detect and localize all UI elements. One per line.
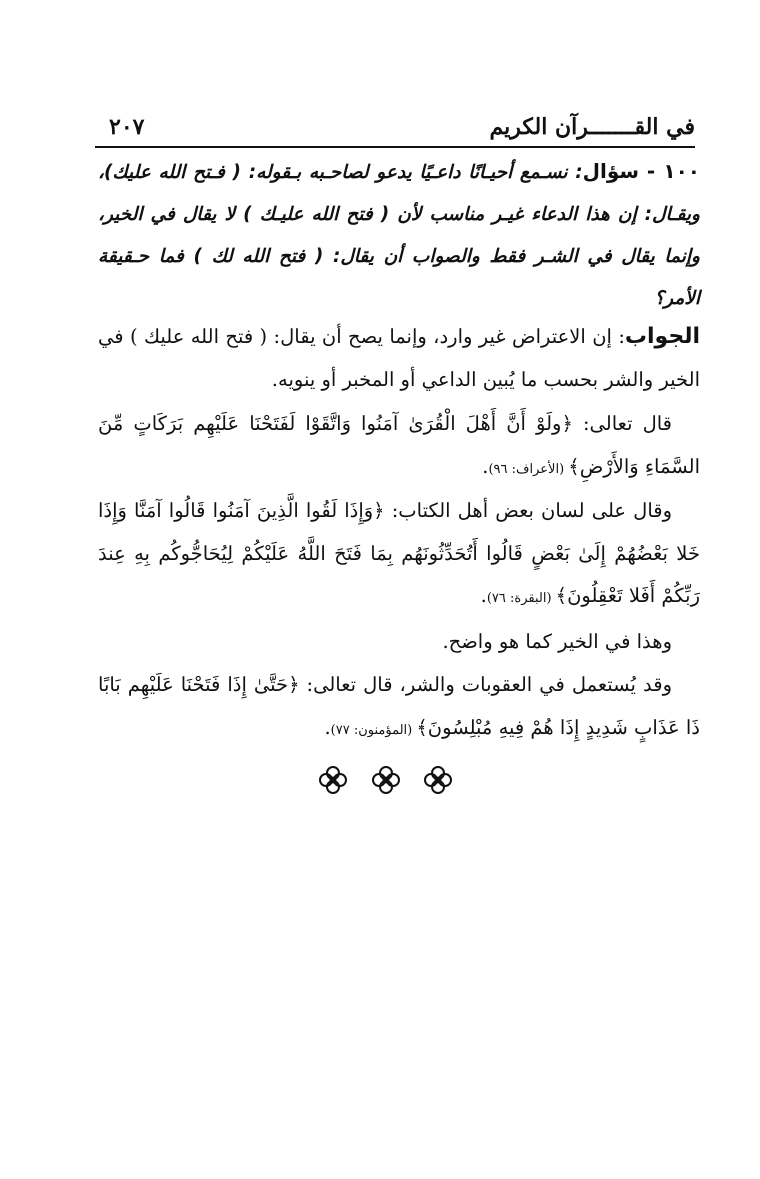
quran-verse: ﴿حَتَّىٰ إِذَا فَتَحْنَا عَلَيْهِم بَابًا ذَا عَذَابٍ شَدِيدٍ إِذَا هُمْ فِيهِ مُبْلِسُونَ﴾ (98, 673, 700, 739)
quran-citation-araf (98, 403, 700, 491)
flower-ornament-icon (423, 765, 453, 795)
quran-verse: ﴿ولَوْ أَنَّ أَهْلَ الْقُرَىٰ آمَنُوا وَاتَّقَوْا لَفَتَحْنَا عَلَيْهِم بَرَكَاتٍ مِّنَ السَّمَاءِ وَالأَرْضِ﴾ (98, 412, 700, 478)
verse-reference: (البقرة: ٧٦) (486, 591, 556, 606)
quran-citation-muminun (98, 664, 700, 752)
question-label: سؤال (582, 159, 640, 183)
quran-verse: ﴿وَإِذَا لَقُوا الَّذِينَ آمَنُوا قَالُوا آمَنَّا وَإِذَا خَلا بَعْضُهُمْ إِلَىٰ بَعْضٍ قَالُوا أَتُحَدِّثُونَهُم بِمَا فَتَحَ اللَّهُ عَلَيْكُمْ لِيُحَاجُّوكُم بِهِ عِندَ رَبِّكُمْ أَفَلا تَعْقِلُونَ﴾ (98, 499, 700, 607)
citation-intro: قال تعالى: (572, 412, 672, 435)
answer-label: الجواب (624, 324, 700, 349)
flower-ornament-icon (318, 765, 348, 795)
page-number: ٢٠٧ (109, 114, 145, 140)
verse-reference: (الأعراف: ٩٦) (488, 461, 569, 477)
question-number: ١٠٠ - (646, 159, 700, 183)
citation-intro: وقد يُستعمل في العقوبات والشر، قال تعالى: (299, 673, 672, 696)
citation-intro: وقال على لسان بعض أهل الكتاب: (384, 499, 672, 522)
answer-text: : إن الاعتراض غير وارد، وإنما يصح أن يقال: ( فتح الله عليك ) في الخير والشر بحسب ما يُبين الداعي أو المخبر أو ينويه. (98, 325, 700, 391)
question-text: : نسـمع أحيـانًا داعـيًا يدعو لصاحـبه بـقوله: ( فـتح الله عليك)، ويقـال: إن هذا الدعاء غيـر مناسب لأن ( فتح الله عليـك ) لا يقال في الخير، وإنما يقال في الشـر فقط والصواب أن يقال: ( فتح الله لك ) فما حـقيقة الأمر؟ (98, 162, 700, 309)
page-header (95, 108, 695, 144)
sentence-end: . (324, 715, 331, 739)
verse-reference: (المؤمنون: ٧٧) (330, 722, 417, 738)
sentence-end: . (482, 454, 489, 478)
answer-paragraph (98, 316, 700, 401)
section-end-ornaments (318, 762, 453, 798)
quran-citation-baqara (98, 490, 700, 621)
header-divider (95, 146, 695, 148)
conclusion-text: وهذا في الخير كما هو واضح. (442, 630, 672, 653)
conclusion-good (98, 621, 700, 664)
sentence-end: . (480, 584, 487, 607)
running-title: في القـــــــرآن الكريم (489, 114, 695, 140)
question-paragraph (98, 150, 700, 320)
flower-ornament-icon (371, 765, 401, 795)
